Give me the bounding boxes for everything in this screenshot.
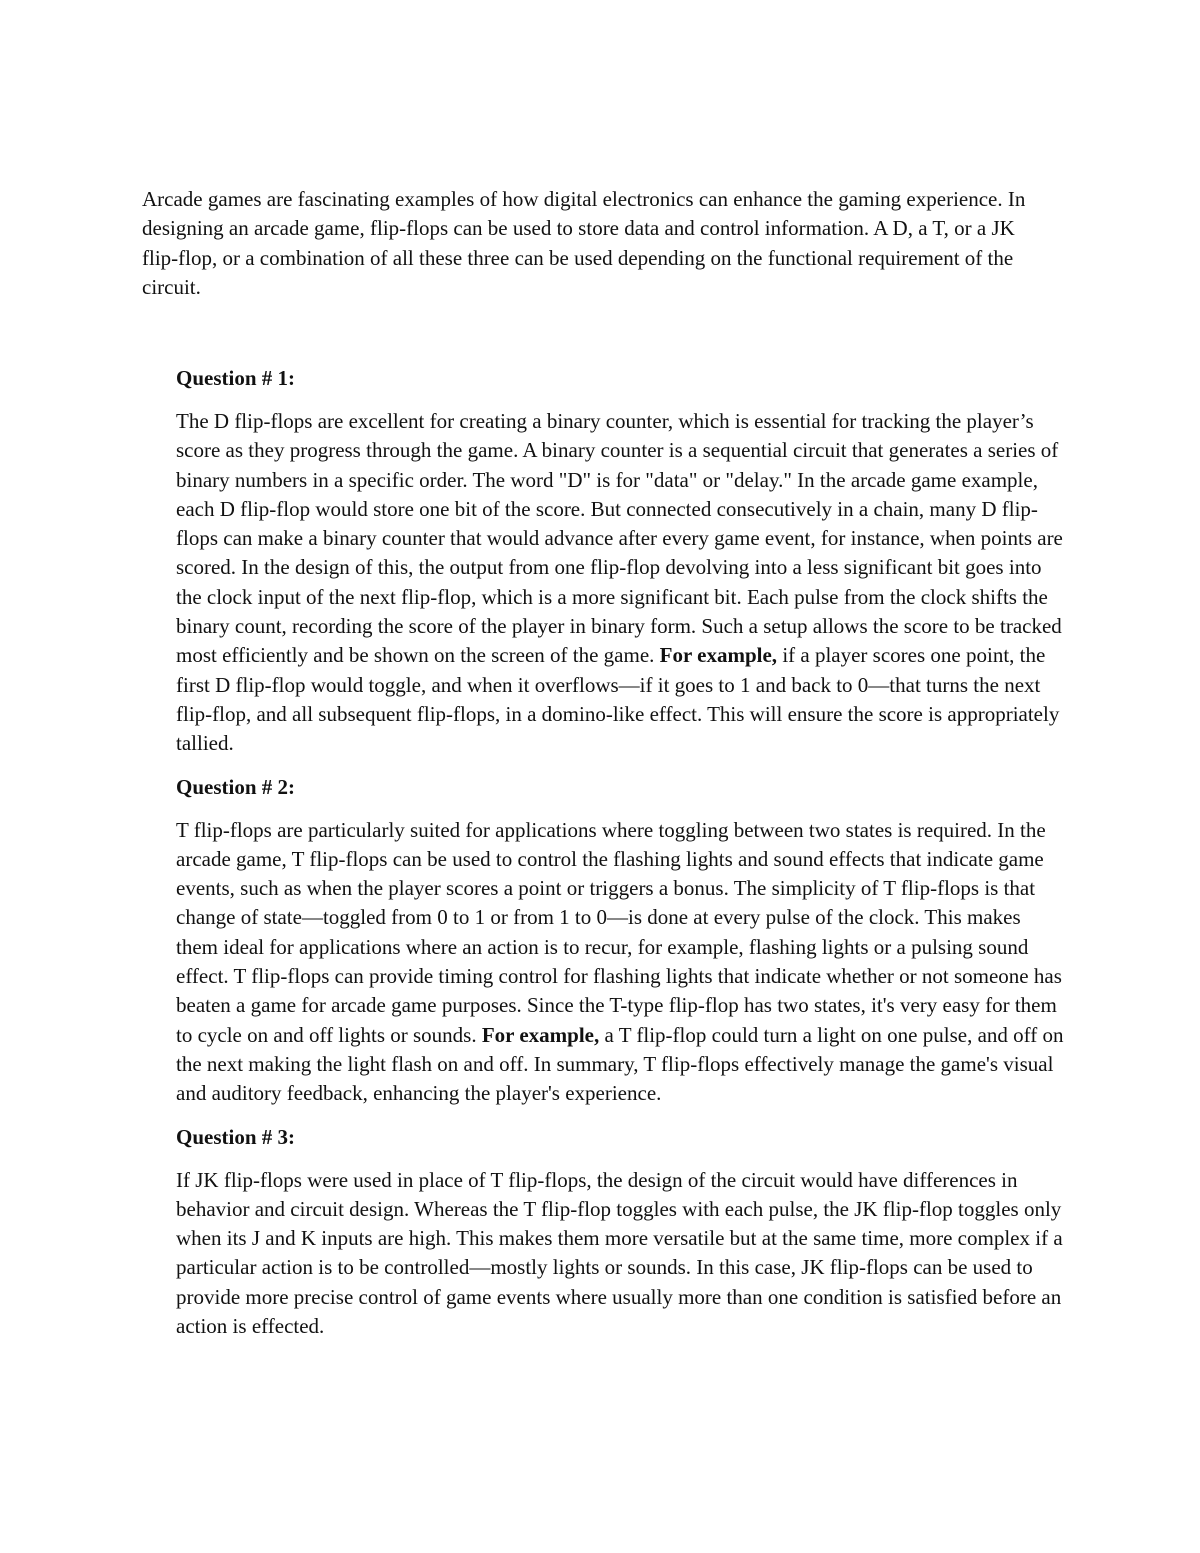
question-2-bold-phrase: For example, bbox=[481, 1022, 600, 1047]
question-2-heading: Question # 2: bbox=[176, 774, 296, 799]
questions-section bbox=[176, 364, 1066, 1341]
question-3-body-text: If JK flip-flops were used in place of T flip-flops, the design of the circuit would have differences in behavior and circuit design. Whereas the T flip-flop toggles with each pulse, the JK flip-flop toggles only when its J and K inputs are high. This makes them more versatile but at the same time, more complex if a particular action is to be controlled—mostly lights or sounds. In this case, JK flip-flops can be used to provide more precise control of game events where usually more than one condition is satisfied before an action is effected. bbox=[176, 1167, 1063, 1339]
question-3-body bbox=[176, 1166, 1066, 1342]
intro-paragraph: Arcade games are fascinating examples of how digital electronics can enhance the gaming experience. In designing an arcade game, flip-flops can be used to store data and control information. A D, a T, or a JK flip-flop, or a combination of all these three can be used depending on the functional requirement of the circuit. bbox=[142, 187, 1026, 299]
question-1-heading: Question # 1: bbox=[176, 366, 296, 390]
question-3-heading: Question # 3: bbox=[176, 1124, 296, 1149]
question-2-body bbox=[176, 816, 1066, 1109]
question-1-body-text-continued: if a player scores one point, the first D flip-flop would toggle, and when it overflows—if it goes to 1 and back to 0—that turns the next flip-flop, and all subsequent flip-flops, in a domino-like effect. This will ensure the score is appropriately tallied. bbox=[176, 643, 1060, 756]
question-1-body bbox=[176, 407, 1066, 759]
question-2-body-text: T flip-flops are particularly suited for applications where toggling between two states is required. In the arcade game, T flip-flops can be used to control the flashing lights and sound effects that indicate game events, such as when the player scores a point or triggers a bonus. The simplicity of T flip-flops is that change of state—toggled from 0 to 1 or from 1 to 0—is done at every pulse of the clock. This makes them ideal for applications where an action is to recur, for example, flashing lights or a pulsing sound effect. T flip-flops can provide timing control for flashing lights that indicate whether or not someone has beaten a game for arcade game purposes. Since the T-type flip-flop has two states, it's very easy for them to cycle on and off lights or sounds. bbox=[176, 817, 1062, 1047]
question-1-body-text: The D flip-flops are excellent for creating a binary counter, which is essential for tracking the player’s score as they progress through the game. A binary counter is a sequential circuit that generates a series of binary numbers in a specific order. The word "D" is for "data" or "delay." In the arcade game example, each D flip-flop would store one bit of the score. But connected consecutively in a chain, many D flip-flops can make a binary counter that would advance after every game event, for instance, when points are scored. In the design of this, the output from one flip-flop devolving into a less significant bit goes into the clock input of the next flip-flop, which is a more significant bit. Each pulse from the clock shifts the binary count, recording the score of the player in binary form. Such a setup allows the score to be tracked most efficiently and be shown on the screen of the game. bbox=[176, 409, 1063, 668]
question-2-body-text-continued: a T flip-flop could turn a light on one pulse, and off on the next making the light flash on and off. In summary, T flip-flops effectively manage the game's visual and auditory feedback, enhancing the player's experience. bbox=[176, 1022, 1064, 1106]
question-1-bold-phrase: For example, bbox=[659, 643, 778, 668]
